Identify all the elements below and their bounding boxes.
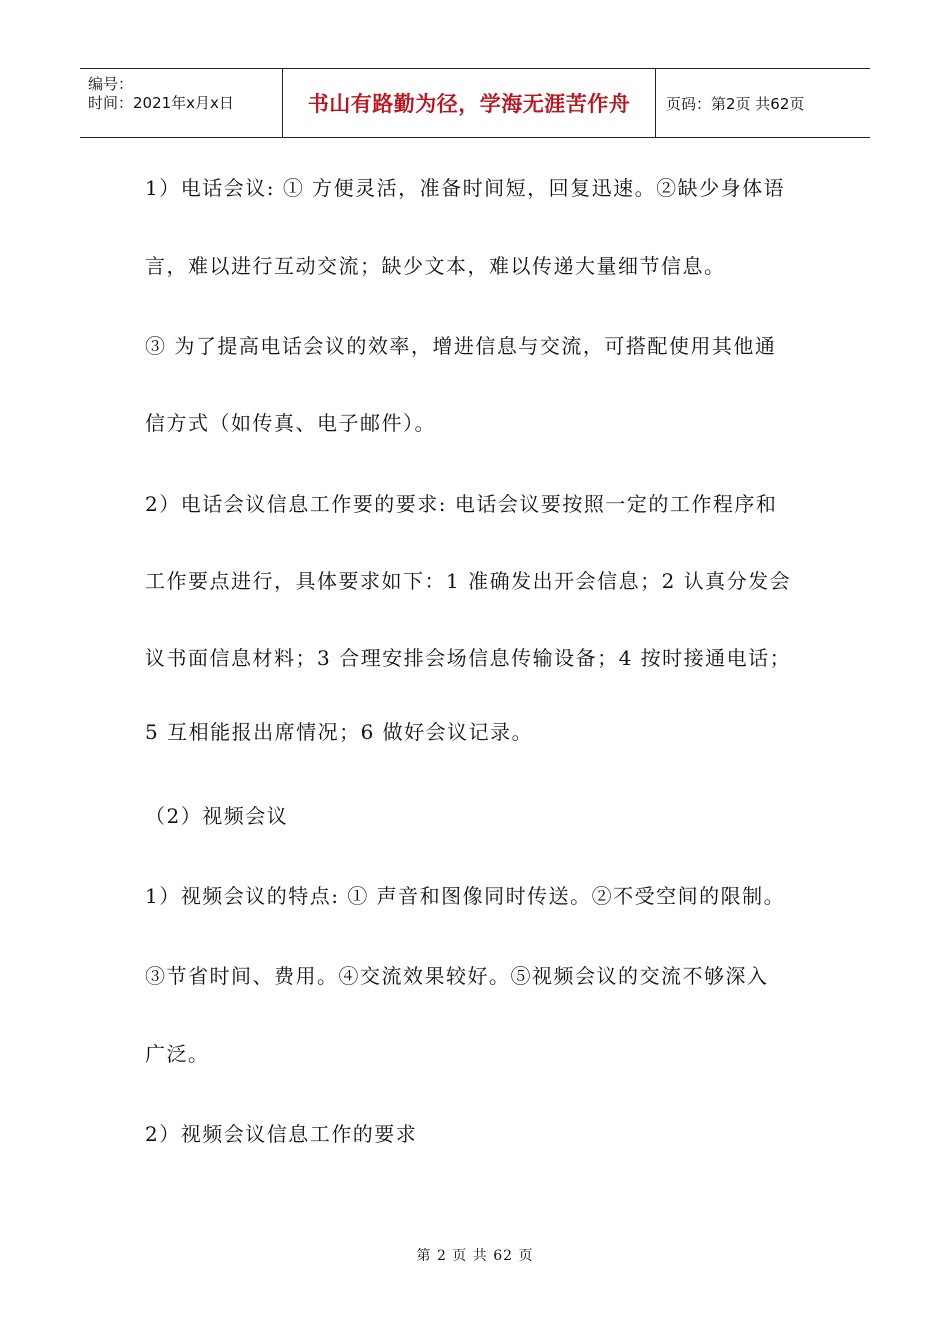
- document-date: 时间：2021年x月x日: [88, 94, 234, 112]
- header-meta: [80, 69, 283, 137]
- body-line: ③ 为了提高电话会议的效率，增进信息与交流，可搭配使用其他通: [145, 334, 777, 358]
- body-line: 言，难以进行互动交流；缺少文本，难以传递大量细节信息。: [145, 254, 726, 278]
- body-line: 5 互相能报出席情况；6 做好会议记录。: [145, 720, 534, 744]
- page-header: [80, 68, 870, 138]
- body-line: 议书面信息材料；3 合理安排会场信息传输设备；4 按时接通电话；: [145, 646, 792, 670]
- header-page-info: 页码：第2页 共62页: [666, 94, 805, 113]
- body-line: 2）电话会议信息工作要的要求: 电话会议要按照一定的工作程序和: [145, 492, 778, 516]
- section-heading: （2）视频会议: [145, 804, 289, 828]
- body-line: 信方式（如传真、电子邮件）。: [145, 411, 436, 435]
- body-line: 1）电话会议: ① 方便灵活，准备时间短，回复迅速。②缺少身体语: [145, 176, 786, 200]
- header-motto-cell: [283, 69, 656, 137]
- body-line: 1）视频会议的特点: ① 声音和图像同时传送。②不受空间的限制。: [145, 884, 786, 908]
- body-line: 广泛。: [145, 1042, 210, 1066]
- header-motto: 书山有路勤为径，学海无涯苦作舟: [307, 92, 631, 116]
- body-line: 2）视频会议信息工作的要求: [145, 1122, 418, 1146]
- body-line: ③节省时间、费用。④交流效果较好。⑤视频会议的交流不够深入: [145, 964, 769, 988]
- page-footer: 第 2 页 共 62 页: [416, 1248, 534, 1264]
- body-line: 工作要点进行，具体要求如下：1 准确发出开会信息；2 认真分发会: [145, 569, 792, 593]
- document-number-label: 编号：: [88, 75, 134, 93]
